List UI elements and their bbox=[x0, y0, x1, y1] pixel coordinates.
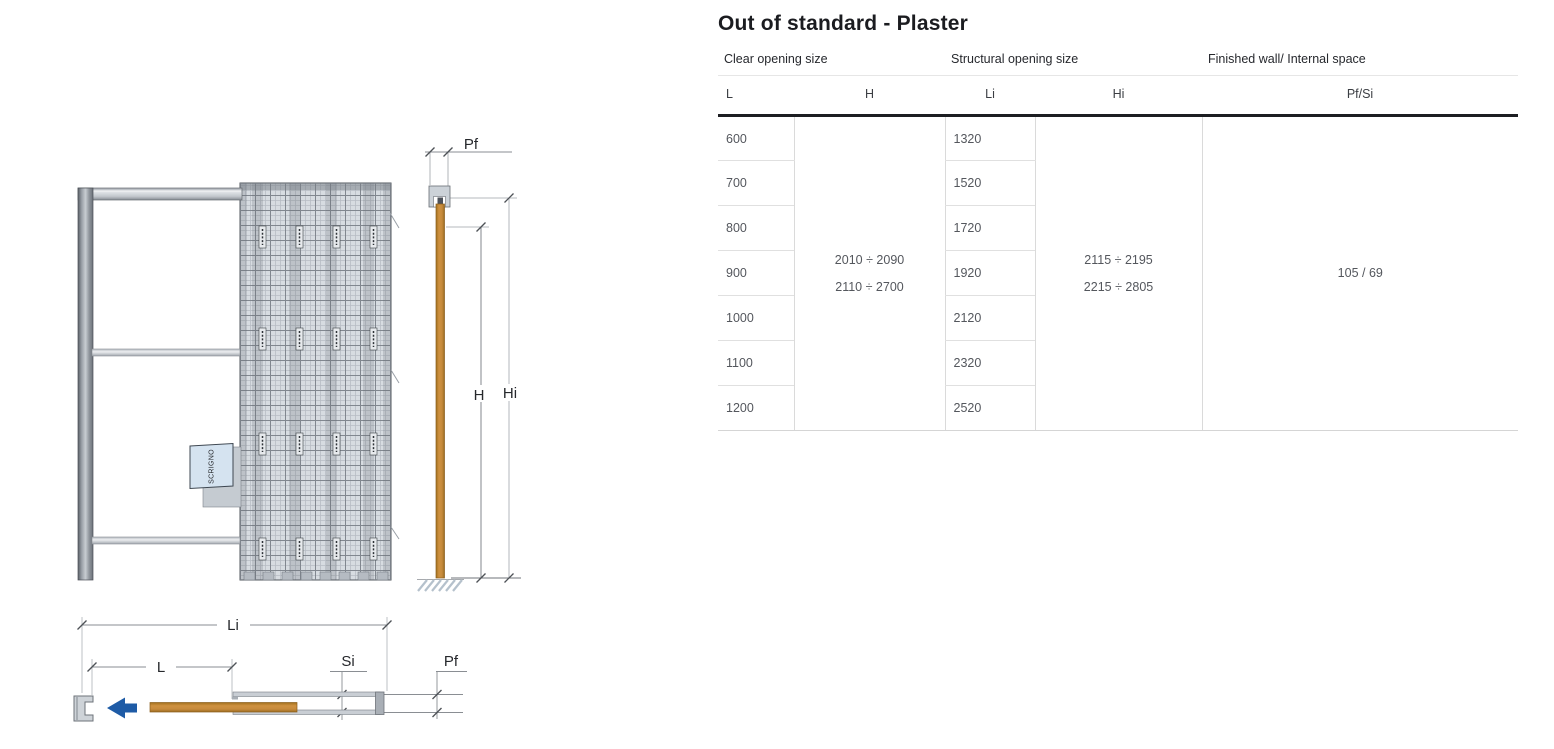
cell-li: 2320 bbox=[945, 341, 1035, 386]
cell-h-merged: 2010 ÷ 2090 2110 ÷ 2700 bbox=[794, 116, 945, 431]
spec-panel bbox=[718, 12, 1518, 431]
dim-label-si: Si bbox=[341, 653, 355, 670]
top-track bbox=[78, 188, 242, 200]
scrigno-tag-text: SCRIGNO bbox=[208, 449, 216, 484]
spreader-rail-lower bbox=[92, 537, 240, 544]
door-panel-section bbox=[436, 204, 445, 578]
floor-hatch bbox=[417, 580, 464, 592]
table-row bbox=[718, 116, 1518, 161]
dim-label-h: H bbox=[473, 387, 485, 404]
group-header-finished-wall: Finished wall/ Internal space bbox=[1202, 48, 1518, 76]
column-header-li: Li bbox=[945, 76, 1035, 116]
cell-li: 1320 bbox=[945, 116, 1035, 161]
elevation-view bbox=[78, 183, 399, 580]
frame-post bbox=[78, 188, 93, 580]
column-header-hi: Hi bbox=[1035, 76, 1202, 116]
spreader-rail-upper bbox=[92, 349, 240, 356]
cell-pf-si-merged: 105 / 69 bbox=[1202, 116, 1518, 431]
pocket-cassette-plan bbox=[233, 692, 380, 697]
cell-l: 1100 bbox=[718, 341, 794, 386]
pocket-door-diagram bbox=[0, 0, 700, 749]
cell-l: 900 bbox=[718, 251, 794, 296]
cell-li: 2120 bbox=[945, 296, 1035, 341]
dim-label-l: L bbox=[156, 659, 166, 676]
group-header-clear-opening: Clear opening size bbox=[718, 48, 945, 76]
technical-drawing bbox=[0, 0, 700, 749]
roller-carriage bbox=[438, 198, 444, 205]
dim-label-pf-section: Pf bbox=[463, 136, 479, 153]
column-header-l: L bbox=[718, 76, 794, 116]
cell-l: 1000 bbox=[718, 296, 794, 341]
column-header-h: H bbox=[794, 76, 945, 116]
door-panel-plan bbox=[150, 703, 297, 713]
cell-li: 1520 bbox=[945, 161, 1035, 206]
slide-direction-arrow-icon bbox=[107, 698, 137, 719]
section-view bbox=[417, 136, 521, 591]
cell-l: 700 bbox=[718, 161, 794, 206]
column-header-pf-si: Pf/Si bbox=[1202, 76, 1518, 116]
table-column-header-row bbox=[718, 76, 1518, 116]
cell-l: 800 bbox=[718, 206, 794, 251]
dim-label-li: Li bbox=[227, 617, 239, 634]
cell-l: 1200 bbox=[718, 386, 794, 431]
cell-li: 1720 bbox=[945, 206, 1035, 251]
cell-hi-merged: 2115 ÷ 2195 2215 ÷ 2805 bbox=[1035, 116, 1202, 431]
size-table bbox=[718, 48, 1518, 431]
group-header-structural-opening: Structural opening size bbox=[945, 48, 1202, 76]
page-title: Out of standard - Plaster bbox=[718, 12, 969, 35]
table-group-header-row bbox=[718, 48, 1518, 76]
cell-li: 2520 bbox=[945, 386, 1035, 431]
dim-label-hi: Hi bbox=[502, 385, 518, 402]
cell-l: 600 bbox=[718, 116, 794, 161]
dim-label-pf-plan: Pf bbox=[443, 653, 459, 670]
cell-li: 1920 bbox=[945, 251, 1035, 296]
plan-view bbox=[74, 617, 467, 721]
